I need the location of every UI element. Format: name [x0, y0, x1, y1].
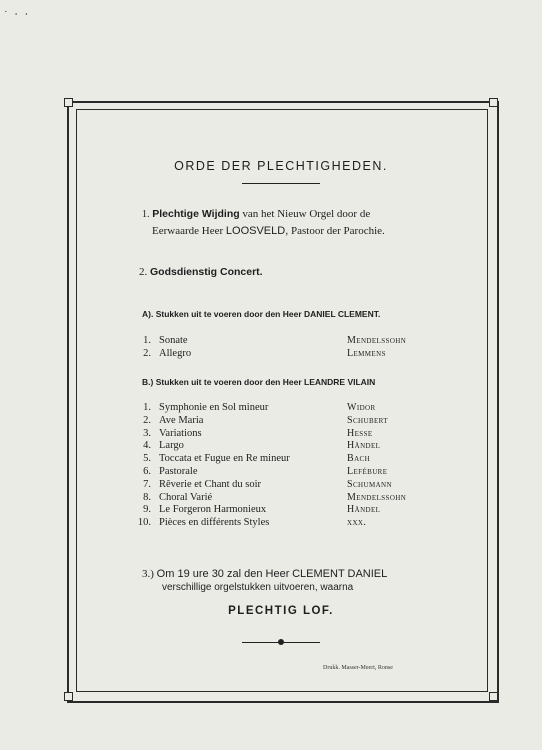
piece-title: Sonate	[159, 335, 188, 346]
item-number: 10.	[137, 517, 151, 529]
piece-title: Allegro	[159, 347, 192, 359]
program-item	[133, 402, 423, 415]
composer-name: Händel	[347, 440, 381, 452]
closing-heading: PLECHTIG LOF.	[228, 605, 334, 617]
piece-title: Choral Varié	[159, 491, 213, 503]
composer-name: Hesse	[347, 427, 373, 439]
program-item	[133, 504, 423, 517]
section-number: 1.	[142, 209, 150, 220]
subheading-clement: A). Stukken uit te voeren door den Heer DANIEL CLEMENT.	[142, 309, 381, 319]
section-concert	[139, 266, 263, 278]
piece-title: Le Forgeron Harmonieux	[159, 504, 267, 516]
section-number: 2.	[139, 266, 148, 278]
corner-ornament	[489, 98, 498, 107]
piece-title: Toccata et Fugue en Re mineur	[159, 453, 290, 465]
program-item	[133, 453, 423, 466]
piece-title: Symphonie en Sol mineur	[159, 402, 269, 413]
piece-title: Variations	[159, 427, 202, 439]
item-number: 9.	[143, 504, 151, 516]
composer-name: Lefébure	[347, 465, 388, 477]
program-item	[133, 335, 423, 348]
program-item	[133, 428, 423, 441]
section-evening	[142, 567, 387, 595]
section-text: Om 19 ure 30 zal den Heer	[156, 568, 290, 580]
piece-title: Pastorale	[159, 465, 198, 477]
program-list-clement	[133, 335, 423, 361]
composer-name: Widor	[347, 402, 376, 413]
title-rule	[242, 183, 320, 184]
program-item	[133, 466, 423, 479]
item-number: 4.	[143, 440, 151, 452]
program-item	[133, 517, 423, 530]
program-list-vilain	[133, 402, 423, 530]
corner-marks: ˙ ‧ ‧	[4, 9, 31, 21]
composer-name: Händel	[347, 504, 381, 516]
piece-title: Rêverie et Chant du soir	[159, 478, 262, 490]
program-item	[133, 492, 423, 505]
item-number: 3.	[143, 427, 151, 439]
composer-name: Schumann	[347, 478, 392, 490]
pastor-name: LOOSVELD,	[225, 225, 289, 237]
corner-ornament	[64, 98, 73, 107]
section-text: Pastoor der Parochie.	[291, 225, 385, 237]
section-text: verschillige orgelstukken uitvoeren, waarna	[162, 582, 354, 593]
item-number: 5.	[143, 453, 151, 465]
section-text: Eerwaarde Heer	[152, 225, 224, 237]
corner-ornament	[489, 692, 498, 701]
item-number: 1.	[143, 335, 151, 346]
item-number: 7.	[143, 478, 151, 490]
item-number: 2.	[143, 414, 151, 426]
section-heading: Godsdienstig Concert.	[150, 266, 263, 278]
piece-title: Pièces en différents Styles	[159, 517, 270, 529]
piece-title: Ave Maria	[159, 414, 204, 426]
program-item	[133, 479, 423, 492]
program-content	[76, 109, 486, 690]
program-item	[133, 440, 423, 453]
section-number: 3.)	[142, 568, 154, 580]
end-ornament	[278, 639, 284, 645]
printer-credit: Drukk. Masser-Meert, Ronse	[323, 665, 393, 671]
item-number: 2.	[143, 347, 151, 359]
item-number: 8.	[143, 491, 151, 503]
program-item	[133, 348, 423, 361]
composer-name: Schubert	[347, 414, 389, 426]
composer-name: Bach	[347, 453, 371, 465]
subheading-vilain: B.) Stukken uit te voeren door den Heer LEANDRE VILAIN	[142, 377, 376, 387]
section-heading: Plechtige Wijding	[152, 208, 240, 220]
item-number: 1.	[143, 402, 151, 413]
program-item	[133, 415, 423, 428]
composer-name: Lemmens	[347, 347, 386, 359]
item-number: 6.	[143, 465, 151, 477]
corner-ornament	[64, 692, 73, 701]
composer-name: xxx.	[347, 517, 367, 529]
page-title: ORDE DER PLECHTIGHEDEN.	[174, 159, 388, 173]
section-consecration	[142, 206, 432, 239]
composer-name: Mendelssohn	[347, 335, 407, 346]
section-text: van het Nieuw Orgel door de	[242, 208, 371, 220]
piece-title: Largo	[159, 440, 184, 452]
organist-name: CLEMENT DANIEL	[292, 568, 388, 580]
composer-name: Mendelssohn	[347, 491, 407, 503]
